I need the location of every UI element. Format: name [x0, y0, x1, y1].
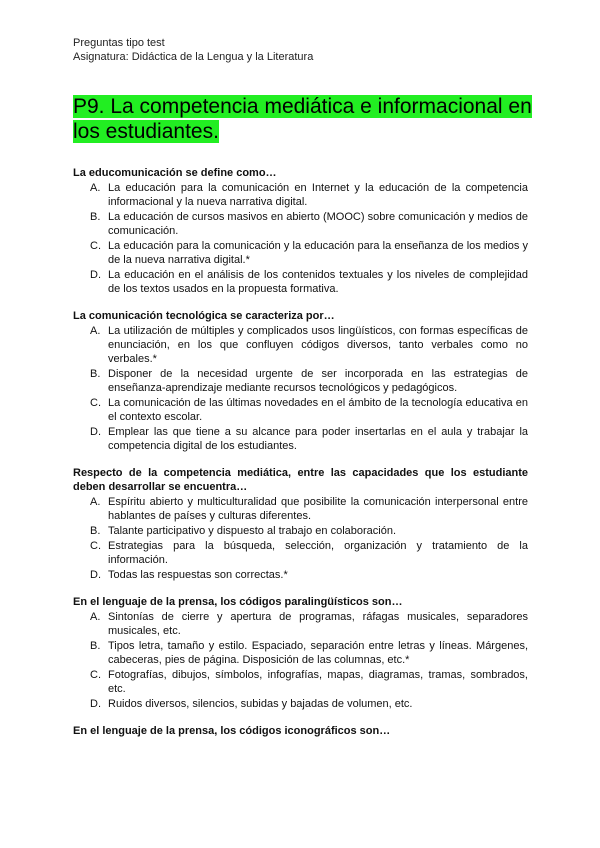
- option-letter: C.: [90, 397, 101, 409]
- option-letter: A.: [90, 611, 101, 623]
- option-text: Espíritu abierto y multiculturalidad que posibilite la comunicación interpersonal entre hablantes de países y culturas diferentes.: [108, 496, 528, 522]
- question-block: [73, 166, 528, 296]
- answer-option: [73, 568, 528, 582]
- question-stem: En el lenguaje de la prensa, los códigos iconográficos son…: [73, 725, 391, 737]
- answer-option: [73, 210, 528, 238]
- option-letter: B.: [90, 211, 101, 223]
- option-letter: A.: [90, 182, 101, 194]
- section-title-text: P9. La competencia mediática e informacional en los estudiantes.: [73, 95, 532, 143]
- option-text: La educación para la comunicación en Internet y la educación de la competencia informacional y la nueva narrativa digital.: [108, 182, 528, 208]
- question-stem: Respecto de la competencia mediática, entre las capacidades que los estudiante deben desarrollar se encuentra…: [73, 467, 528, 493]
- question-stem: La educomunicación se define como…: [73, 167, 277, 179]
- question-block: [73, 309, 528, 453]
- answer-options: [73, 610, 528, 711]
- answer-option: [73, 697, 528, 711]
- option-letter: D.: [90, 426, 101, 438]
- header-line-type: Preguntas tipo test: [73, 37, 165, 49]
- option-text: La educación en el análisis de los contenidos textuales y los niveles de complejidad de los textos usados en la propuesta formativa.: [108, 269, 528, 295]
- answer-option: [73, 268, 528, 296]
- option-letter: C.: [90, 540, 101, 552]
- option-text: Estrategias para la búsqueda, selección, organización y tratamiento de la información.: [108, 540, 528, 566]
- question-list: [73, 166, 528, 751]
- section-title: [73, 94, 533, 144]
- answer-option: [73, 239, 528, 267]
- option-letter: C.: [90, 240, 101, 252]
- answer-option: [73, 539, 528, 567]
- option-letter: A.: [90, 496, 101, 508]
- option-letter: B.: [90, 640, 101, 652]
- option-letter: A.: [90, 325, 101, 337]
- option-text: Disponer de la necesidad urgente de ser incorporada en las estrategias de enseñanza-aprendizaje mediante recursos tecnológicos y pedagógicos.: [108, 368, 528, 394]
- option-letter: C.: [90, 669, 101, 681]
- option-text: Talante participativo y dispuesto al trabajo en colaboración.: [108, 525, 397, 537]
- option-text: La educación de cursos masivos en abierto (MOOC) sobre comunicación y medios de comunicación.: [108, 211, 528, 237]
- answer-option: [73, 495, 528, 523]
- answer-option: [73, 324, 528, 366]
- question-block: [73, 466, 528, 582]
- page-header: [73, 36, 313, 64]
- option-text: Ruidos diversos, silencios, subidas y bajadas de volumen, etc.: [108, 698, 413, 710]
- answer-option: [73, 524, 528, 538]
- option-text: La utilización de múltiples y complicados usos lingüísticos, con formas específicas de enunciación, en los que confluyen códigos diversos, tanto verbales como no verbales.*: [108, 325, 528, 365]
- option-text: La educación para la comunicación y la educación para la enseñanza de los medios y de la nueva narrativa digital.*: [108, 240, 528, 266]
- option-letter: D.: [90, 269, 101, 281]
- answer-option: [73, 396, 528, 424]
- option-text: La comunicación de las últimas novedades en el ámbito de la tecnología educativa en el contexto escolar.: [108, 397, 528, 423]
- option-text: Fotografías, dibujos, símbolos, infografías, mapas, diagramas, tramas, sombrados, etc.: [108, 669, 528, 695]
- question-stem: En el lenguaje de la prensa, los códigos paralingüísticos son…: [73, 596, 403, 608]
- answer-options: [73, 181, 528, 296]
- header-line-subject: Asignatura: Didáctica de la Lengua y la Literatura: [73, 51, 314, 63]
- option-text: Emplear las que tiene a su alcance para poder insertarlas en el aula y trabajar la competencia digital de los estudiantes.: [108, 426, 528, 452]
- question-block: [73, 595, 528, 711]
- option-letter: D.: [90, 569, 101, 581]
- answer-option: [73, 425, 528, 453]
- question-stem: La comunicación tecnológica se caracteriza por…: [73, 310, 335, 322]
- answer-option: [73, 610, 528, 638]
- answer-option: [73, 639, 528, 667]
- answer-option: [73, 668, 528, 696]
- option-text: Tipos letra, tamaño y estilo. Espaciado, separación entre letras y líneas. Márgenes, cabeceras, pies de página. Disposición de las columnas, etc.*: [108, 640, 528, 666]
- answer-options: [73, 324, 528, 453]
- question-block: [73, 724, 528, 738]
- answer-option: [73, 367, 528, 395]
- option-letter: D.: [90, 698, 101, 710]
- option-letter: B.: [90, 525, 101, 537]
- answer-option: [73, 181, 528, 209]
- answer-options: [73, 495, 528, 582]
- option-letter: B.: [90, 368, 101, 380]
- option-text: Todas las respuestas son correctas.*: [108, 569, 288, 581]
- option-text: Sintonías de cierre y apertura de programas, ráfagas musicales, separadores musicales, etc.: [108, 611, 528, 637]
